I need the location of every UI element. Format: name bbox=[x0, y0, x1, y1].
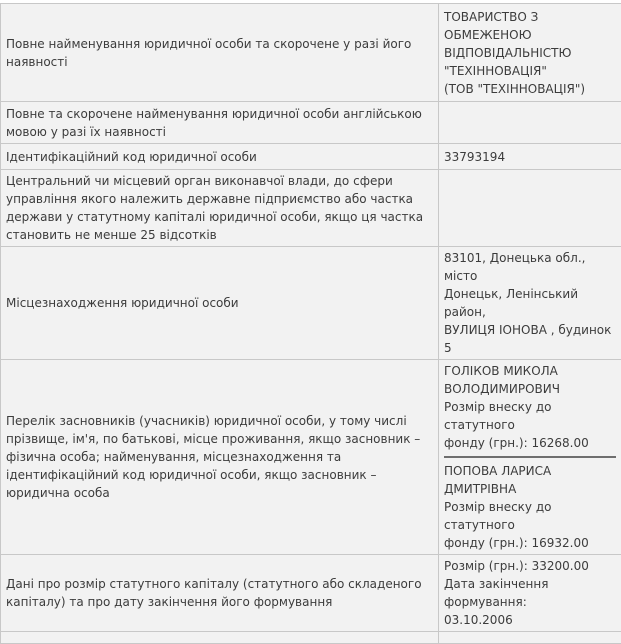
row-value-next bbox=[439, 632, 621, 644]
row-label-next bbox=[1, 632, 439, 644]
table-row bbox=[1, 144, 621, 170]
row-value-capital bbox=[439, 555, 621, 632]
row-label-full-name: Повне найменування юридичної особи та скорочене у разі його наявності bbox=[1, 4, 439, 102]
row-label-id-code: Ідентифікаційний код юридичної особи bbox=[1, 144, 439, 170]
value-line: ОБМЕЖЕНОЮ bbox=[444, 26, 616, 44]
value-line: ВУЛИЦЯ ІОНОВА , будинок 5 bbox=[444, 321, 616, 357]
table-row bbox=[1, 247, 621, 360]
founder-entry bbox=[444, 362, 616, 452]
table-row bbox=[1, 4, 621, 102]
row-label-authority: Центральний чи місцевий орган виконавчої влади, до сфери управління якого належить державне підприємство або частка держави у статутному капіталі юридичної особи, якщо ця частка становить не менше 25 відсотків bbox=[1, 170, 439, 247]
value-line: ВІДПОВІДАЛЬНІСТЮ bbox=[444, 44, 616, 62]
value-line: ТОВАРИСТВО З bbox=[444, 8, 616, 26]
row-value-founders bbox=[439, 360, 621, 555]
founder-name: ПОПОВА ЛАРИСА bbox=[444, 462, 616, 480]
table-row bbox=[1, 632, 621, 644]
value-line: Дата закінчення формування: bbox=[444, 575, 616, 611]
value-line: Розмір (грн.): 33200.00 bbox=[444, 557, 616, 575]
value-line: 03.10.2006 bbox=[444, 611, 616, 629]
row-label-founders: Перелік засновників (учасників) юридичної особи, у тому числі прізвище, ім'я, по батькові, місце проживання, якщо засновник – фізична особа; найменування, місцезнаходження та ідентифікаційний код юридичної особи, якщо засновник – юридична особа bbox=[1, 360, 439, 555]
row-value-authority bbox=[439, 170, 621, 247]
founder-name: ГОЛІКОВ МИКОЛА bbox=[444, 362, 616, 380]
founder-contribution: фонду (грн.): 16268.00 bbox=[444, 434, 616, 452]
row-value-id-code: 33793194 bbox=[439, 144, 621, 170]
value-line: "ТЕХІННОВАЦІЯ" bbox=[444, 62, 616, 80]
value-line: 83101, Донецька обл., місто bbox=[444, 249, 616, 285]
founder-divider bbox=[444, 456, 616, 458]
founder-name: ВОЛОДИМИРОВИЧ bbox=[444, 380, 616, 398]
founder-name: ДМИТРІВНА bbox=[444, 480, 616, 498]
table-row bbox=[1, 555, 621, 632]
row-value-english-name bbox=[439, 102, 621, 144]
row-label-english-name: Повне та скорочене найменування юридичної особи англійською мовою у разі їх наявності bbox=[1, 102, 439, 144]
founder-entry bbox=[444, 462, 616, 552]
founder-contribution: Розмір внеску до статутного bbox=[444, 398, 616, 434]
founder-contribution: фонду (грн.): 16932.00 bbox=[444, 534, 616, 552]
table-row bbox=[1, 360, 621, 555]
value-line: (ТОВ "ТЕХІННОВАЦІЯ") bbox=[444, 80, 616, 98]
row-value-full-name bbox=[439, 4, 621, 102]
table-row bbox=[1, 170, 621, 247]
row-label-location: Місцезнаходження юридичної особи bbox=[1, 247, 439, 360]
row-value-location bbox=[439, 247, 621, 360]
value-line: Донецьк, Ленінський район, bbox=[444, 285, 616, 321]
table-row bbox=[1, 102, 621, 144]
registry-table bbox=[0, 3, 621, 644]
founder-contribution: Розмір внеску до статутного bbox=[444, 498, 616, 534]
row-label-capital: Дані про розмір статутного капіталу (статутного або складеного капіталу) та про дату закінчення його формування bbox=[1, 555, 439, 632]
